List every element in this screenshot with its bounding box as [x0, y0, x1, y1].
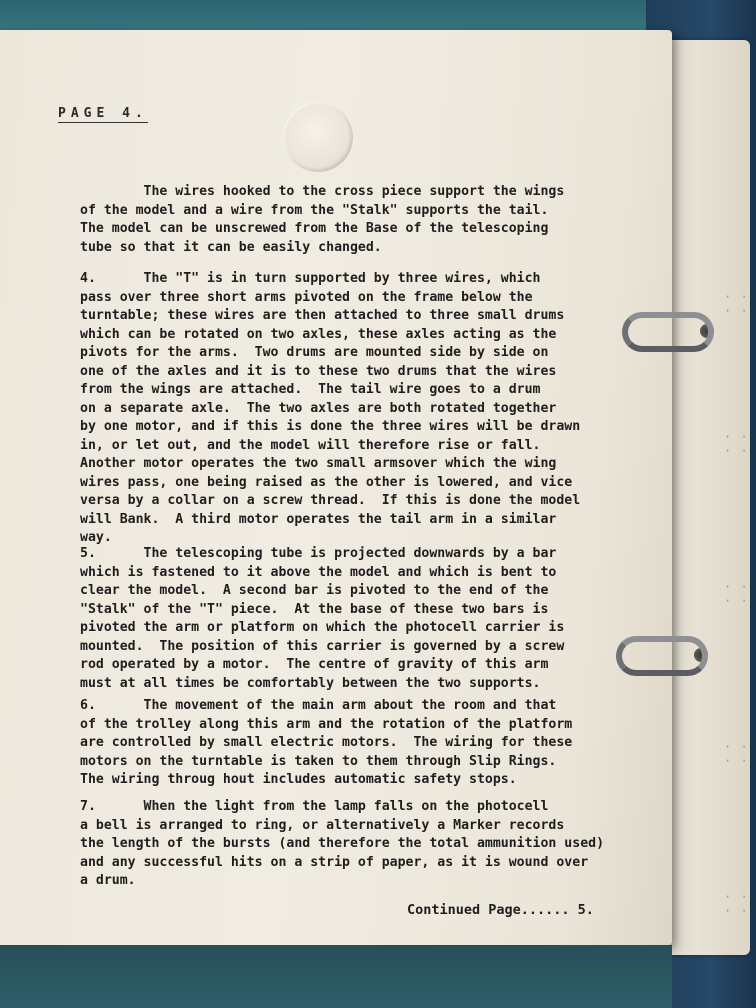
page-number-heading: PAGE 4. — [58, 106, 148, 121]
embossed-crest-icon — [283, 102, 353, 172]
binder-ring-lower — [616, 636, 708, 676]
paragraph-intro: The wires hooked to the cross piece support the wings of the model and a wire from the "Stalk" supports the tail. The model can be unscrewed from the Base of the telescoping tube so that it can be easily changed. — [80, 184, 565, 255]
paragraph-6: 6. The movement of the main arm about the room and that of the trolley along this arm and the rotation of the platform are controlled by small electric motors. The wiring for these motors on the turntable is taken to them through Slip Rings. The wiring throug hout includes automatic safety stops. — [80, 698, 573, 787]
paragraph-4: 4. The "T" is in turn supported by three wires, which pass over three short arms pivoted on the frame below the turntable; these wires are then attached to three small drums which can be rotated on two axles, these axles acting as the pivots for the arms. Two drums are mounted side by side on one of the axles and it is to these two drums that the wires from the wings are attached. The tail wire goes to a drum on a separate axle. The two axles are both rotated together by one motor, and if this is done the three wires will be drawn in, or let out, and the model will therefore rise or fall. Another motor operates the two small armsover which the wing wires pass, one being raised as the other is lowered, and vice versa by a collar on a screw thread. If this is done the model will Bank. A third motor operates the tail arm in a similar way. — [80, 271, 581, 545]
dot-leader: · · · · — [724, 740, 749, 768]
paragraph-7: 7. When the light from the lamp falls on the photocell a bell is arranged to ring, or alternatively a Marker records the length of the bursts (and therefore the total ammunition used) and any successful hits on a strip of paper, as it is wound over a drum. — [80, 799, 605, 888]
paragraph-5: 5. The telescoping tube is projected downwards by a bar which is fastened to it above the model and which is bent to clear the model. A second bar is pivoted to the end of the "Stalk" of the "T" piece. At the base of these two bars is pivoted the arm or platform on which the photocell carrier is mounted. The position of this carrier is governed by a screw rod operated by a motor. The centre of gravity of this arm must at all times be comfortably between the two supports. — [80, 546, 565, 691]
dot-leader: · · · · — [724, 580, 749, 608]
continued-note: Continued Page...... 5. — [407, 902, 594, 918]
binder-bottom — [0, 945, 672, 1008]
binder-ring-upper — [622, 312, 714, 352]
dot-leader: · · · · — [724, 290, 749, 318]
underlying-page — [660, 40, 750, 955]
dot-leader: · · · · — [724, 890, 749, 918]
dot-leader: · · · · — [724, 430, 749, 458]
